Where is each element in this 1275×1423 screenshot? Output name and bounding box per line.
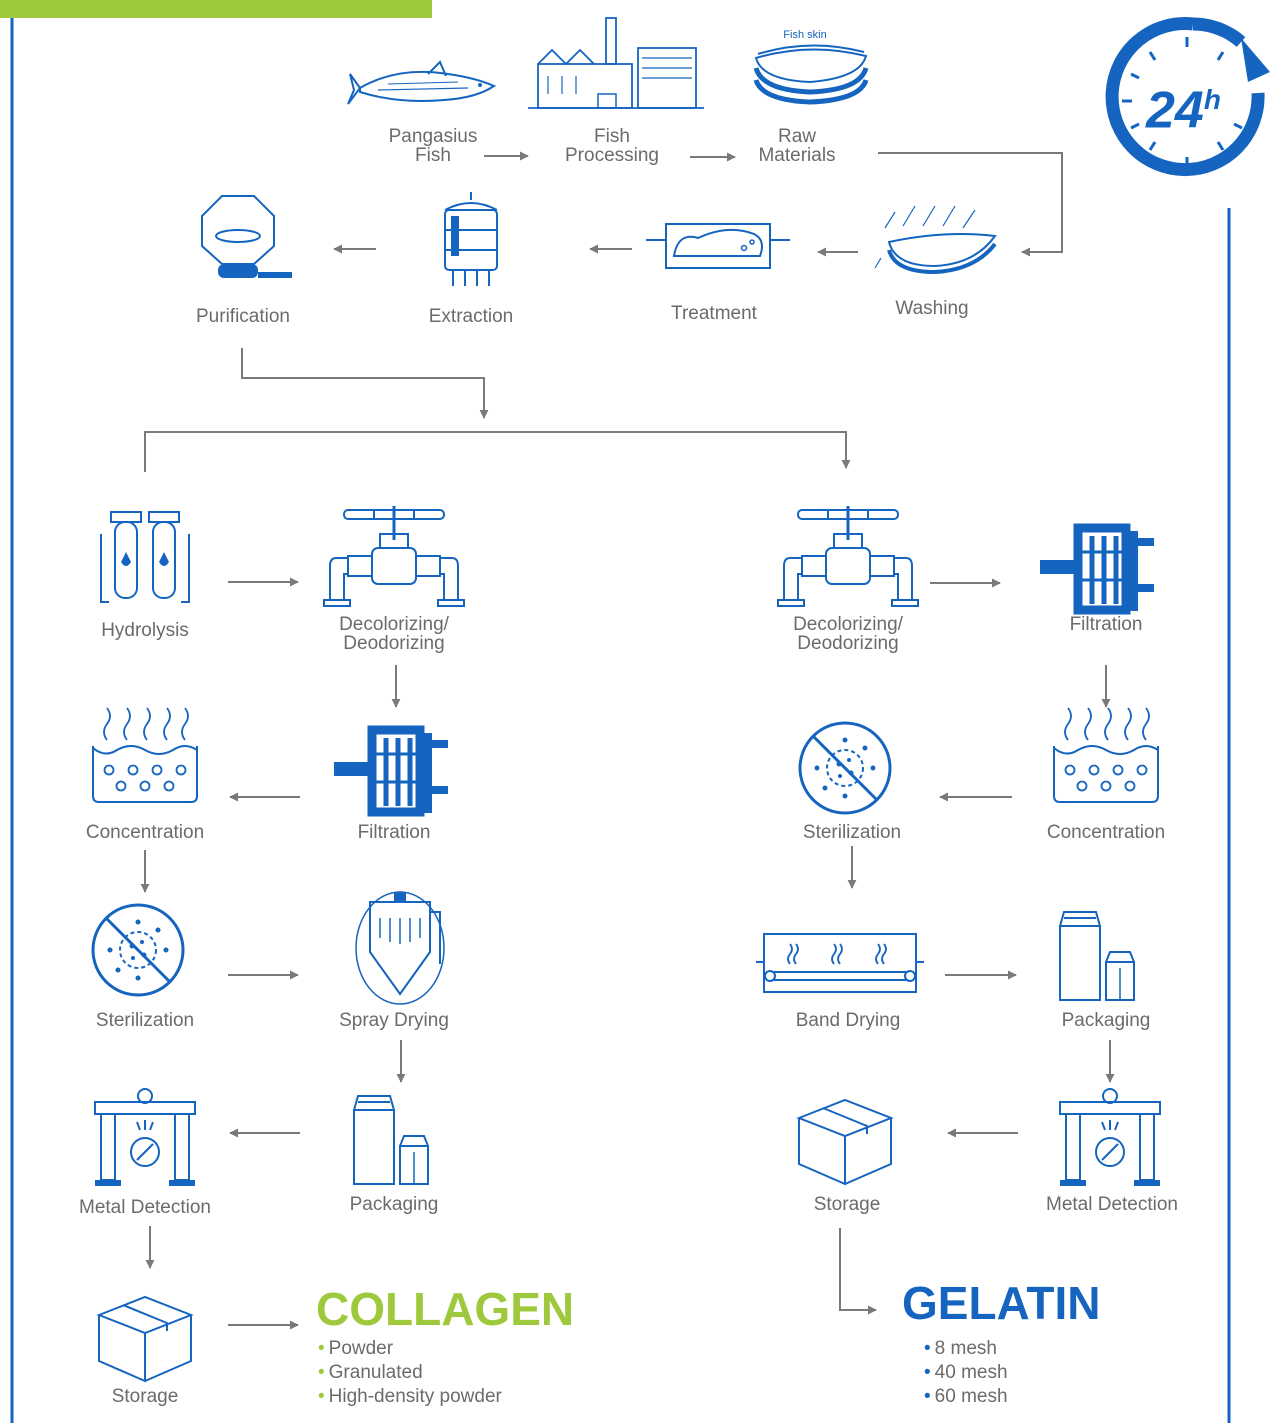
- purification-icon: [202, 196, 292, 278]
- sterilization-icon-right: [800, 723, 890, 813]
- bullet-dot: •: [924, 1386, 931, 1407]
- gelatin-item: • 60 mesh: [924, 1386, 1008, 1407]
- sterilization-icon: [93, 905, 183, 995]
- concentration-icon-right: [1054, 708, 1158, 802]
- step-storage-left: Storage: [111, 1386, 179, 1407]
- storage-box-icon-right: [799, 1100, 891, 1184]
- gelatin-item: • 40 mesh: [924, 1362, 1008, 1383]
- step-storage-right: Storage: [813, 1194, 881, 1215]
- treatment-icon: [646, 224, 790, 268]
- step-filtration-left: Filtration: [357, 822, 431, 843]
- filtration-press-icon: [334, 730, 448, 813]
- step-fish-processing: Fish Processing: [565, 126, 659, 166]
- metal-detector-icon-right: [1060, 1089, 1160, 1186]
- step-decolorizing-left: Decolorizing/ Deodorizing: [339, 614, 449, 654]
- packaging-icon-right: [1060, 912, 1134, 1000]
- collagen-title: COLLAGEN: [316, 1283, 575, 1335]
- metal-detector-icon: [95, 1089, 195, 1186]
- collagen-item: • High-density powder: [318, 1386, 502, 1407]
- packaging-icon: [354, 1096, 428, 1184]
- step-spray-drying: Spray Drying: [339, 1010, 449, 1031]
- header-accent-bar: [0, 0, 432, 18]
- fish-skin-label: Fish skin: [783, 29, 827, 41]
- washing-icon: [875, 206, 995, 272]
- step-metal-detection-right: Metal Detection: [1045, 1194, 1179, 1215]
- step-filtration-right: Filtration: [1069, 614, 1143, 635]
- flow-arrows: [145, 153, 1110, 1329]
- extraction-icon: [445, 192, 497, 286]
- fish-skin-icon: [756, 45, 866, 102]
- step-band-drying: Band Drying: [795, 1010, 901, 1031]
- timer-value: 24$^h$: [1146, 81, 1221, 140]
- gelatin-title: GELATIN: [902, 1277, 1101, 1329]
- factory-icon: [528, 18, 704, 108]
- step-concentration-left: Concentration: [85, 822, 205, 843]
- decolorizing-valve-icon-right: [778, 506, 918, 606]
- hydrolysis-icon: [101, 512, 189, 602]
- step-raw-materials: Raw Materials: [758, 126, 836, 166]
- step-purification: Purification: [196, 306, 290, 327]
- storage-box-icon: [99, 1297, 191, 1381]
- step-packaging-left: Packaging: [349, 1194, 439, 1215]
- collagen-item: • Powder: [318, 1338, 394, 1359]
- step-metal-detection-left: Metal Detection: [78, 1197, 212, 1218]
- gelatin-item: • 8 mesh: [924, 1338, 997, 1359]
- fish-icon: [348, 62, 494, 104]
- decolorizing-valve-icon: [324, 506, 464, 606]
- filtration-press-icon-right: [1040, 528, 1154, 611]
- step-decolorizing-right: Decolorizing/ Deodorizing: [793, 614, 903, 654]
- spray-dryer-icon: [356, 892, 444, 1004]
- gelatin-list: [924, 1337, 1008, 1409]
- step-pangasius-fish: Pangasius Fish: [388, 126, 478, 166]
- step-treatment: Treatment: [671, 303, 757, 324]
- bullet-dot: •: [924, 1338, 931, 1359]
- bullet-dot: •: [318, 1386, 325, 1407]
- step-hydrolysis: Hydrolysis: [101, 620, 189, 641]
- concentration-icon: [93, 708, 197, 802]
- bullet-dot: •: [318, 1362, 325, 1383]
- collagen-item: • Granulated: [318, 1362, 423, 1383]
- bullet-dot: •: [318, 1338, 325, 1359]
- band-dryer-icon: [756, 934, 924, 992]
- bullet-dot: •: [924, 1362, 931, 1383]
- step-concentration-right: Concentration: [1046, 822, 1166, 843]
- step-sterilization-right: Sterilization: [802, 822, 902, 843]
- step-packaging-right: Packaging: [1061, 1010, 1151, 1031]
- step-extraction: Extraction: [428, 306, 514, 327]
- collagen-list: [318, 1337, 502, 1409]
- step-washing: Washing: [895, 298, 969, 319]
- step-sterilization-left: Sterilization: [95, 1010, 195, 1031]
